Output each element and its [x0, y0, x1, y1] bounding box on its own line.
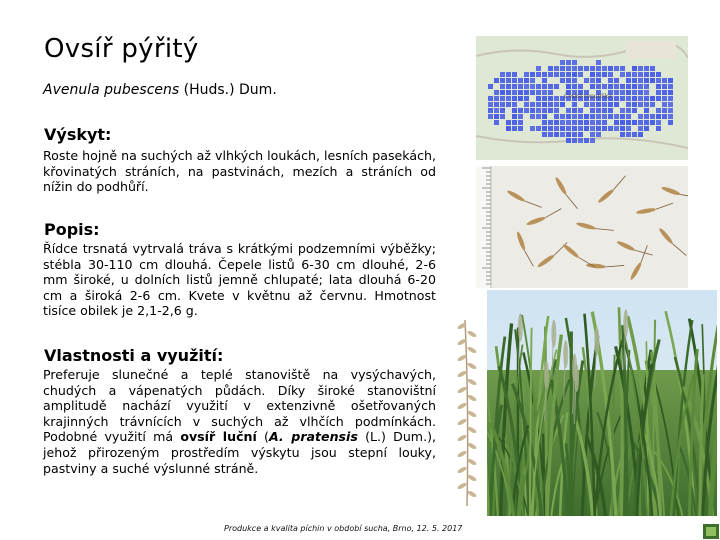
- seeds-photo: [476, 166, 688, 288]
- panicle-photo: [447, 316, 487, 508]
- page-title: Ovsíř pýřitý: [44, 34, 199, 64]
- latin-authority: (Huds.) Dum.: [179, 82, 277, 98]
- description-text: Řídce trsnatá vytrvalá tráva s krátkými podzemními výběžky; stébla 30-110 cm dlouhá. Čepele listů 6-30 cm dlouhé, 2-6 mm široké, u dolních listů jemně chlupaté; lata dlouhá 6-20 cm a široká 2-6 cm. Kvete v květnu až červnu. Hmotnost tisíce obilek je 2,1-2,6 g.: [43, 241, 436, 319]
- map-country-label: Česká republika: [564, 93, 612, 100]
- occurrence-text: Roste hojně na suchých až vlhkých loukách, lesních pasekách, křovinatých stráních, na pastvinách, mezích a stráních od nížin do podhůří.: [43, 148, 436, 195]
- description-heading: Popis:: [44, 220, 100, 239]
- footer-caption: Produkce a kvalita píchin v období sucha, Brno, 12. 5. 2017: [224, 524, 463, 533]
- pratensis-name: A. pratensis: [268, 429, 358, 445]
- properties-text-3: (L.) Dum.), jehož přirozeným prostředím výskytu jsou stepní louky, pastviny a suché výslunné stráně.: [43, 429, 436, 476]
- slide-corner-icon: [702, 523, 720, 540]
- properties-text: [43, 367, 436, 476]
- properties-text-1: Preferuje slunečné a teplé stanoviště na vysýchavých, chudých a vápenatých půdách. Díky široké stanovištní amplitudě nachází využití v extenzivně ošetřovaných krajinných trávnících v suchých až vlhčích podmínkách. Podobné využití má: [43, 367, 436, 445]
- meadow-oat-name: ovsíř luční: [180, 429, 257, 445]
- distribution-map: [476, 36, 688, 160]
- latin-name: [43, 82, 277, 98]
- grass-field-photo: [487, 290, 717, 516]
- occurrence-heading: Výskyt:: [44, 125, 112, 144]
- properties-text-2: (: [256, 429, 269, 445]
- latin-species: Avenula pubescens: [43, 82, 180, 98]
- properties-heading: Vlastnosti a využití:: [44, 346, 224, 365]
